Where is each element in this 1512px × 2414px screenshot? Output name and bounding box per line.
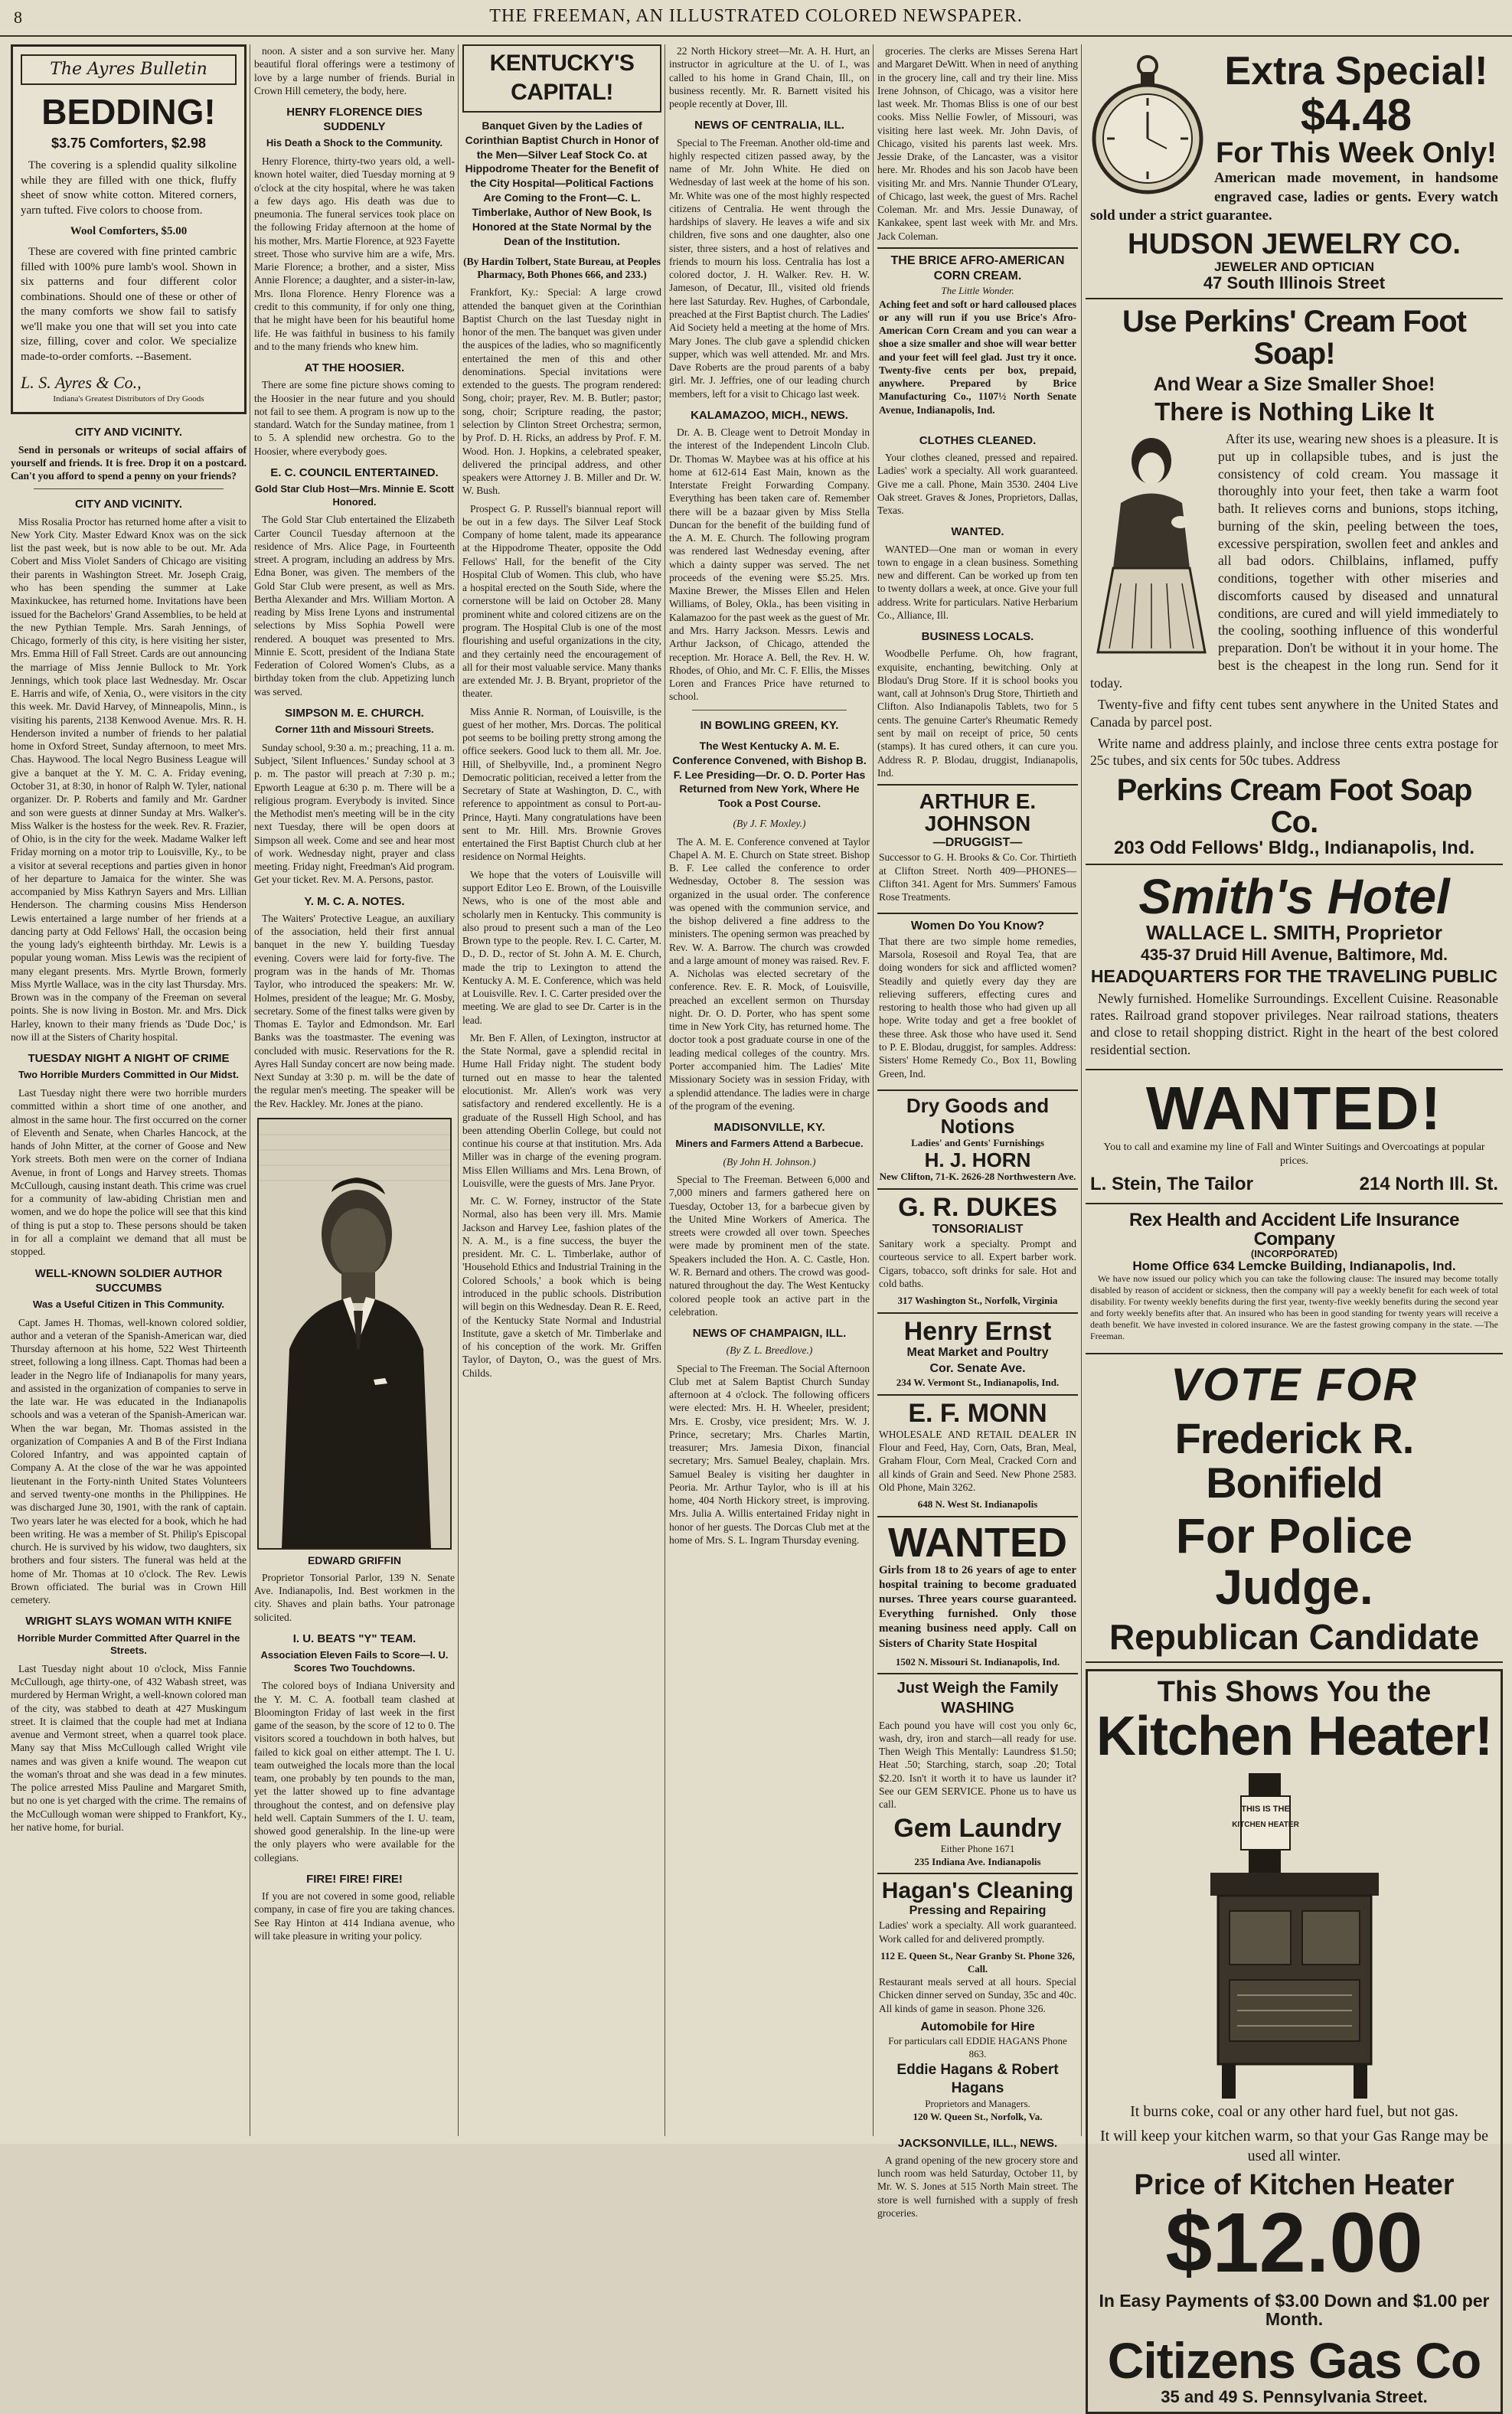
deck-bowling-green: The West Kentucky A. M. E. Conference Convened, with Bishop B. F. Lee Presiding—Dr. O. D. Porter Has Returned from New York, Where He Took a Post Course.: [672, 739, 867, 810]
perkins-text: After its use, wearing new shoes is a pleasure. It is put up in collapsible tubes, and is just the consistency of cold cream. You massage it thoroughly into your feet, then take a warm foot bath. It relieves corns and bunions, stops itching, burning of the skin, peeling between the toes, excessive perspiration, swollen feet and ankles and all bad odors. Chilblains, inflamed, puffy conditions, together with other miseries and discomforts caused by diseased and unnatural conditions, are cured and will yield immediately to the cooling, soothing influence of this wonderful preparation. Don't be without it in your home. The best is the cheapest in the long run. Send for it today.: [1090, 431, 1498, 691]
ayres-body-2: These are covered with fine printed cambric filled with 100% pure lamb's wool. Shown in six patterns and four different color combinations. Should one of these or other of the many comforts we show fail to satisfy we'll make you one that will set you into cate size, filling, cover and color. We specialize made-to-order comforts. --Basement.: [21, 246, 237, 363]
perkins-address: 203 Odd Fellows' Bldg., Indianapolis, Ind.: [1113, 837, 1475, 858]
hudson-name: HUDSON JEWELRY CO.: [1128, 228, 1461, 261]
hagan-name: Hagan's Cleaning: [881, 1878, 1074, 1904]
heater-headline: This Shows You the: [1157, 1675, 1432, 1708]
vote-headline: VOTE FOR: [1171, 1358, 1418, 1410]
byline-kentucky: (By Hardin Tolbert, State Bureau, at Peoples Pharmacy, Both Phones 666, and 233.): [463, 255, 661, 281]
column-1: [11, 44, 247, 2136]
pocket-watch-icon: [1090, 51, 1205, 196]
hagan-text: Ladies' work a specialty. All work guaranteed. Work called for and delivered promptly.: [879, 1919, 1076, 1945]
headline-soldier: WELL-KNOWN SOLDIER AUTHOR SUCCUMBS: [34, 1266, 223, 1295]
hudson-jewelry-ad: [1086, 44, 1503, 299]
headline-city-vicinity-2: CITY AND VICINITY.: [74, 498, 183, 511]
headline-council: E. C. COUNCIL ENTERTAINED.: [270, 465, 439, 479]
heater-text-2: It will keep your kitchen warm, so that your Gas Range may be used all winter.: [1099, 2128, 1489, 2164]
article-clothes: Your clothes cleaned, pressed and repaired. Ladies' work a specialty. All work guaranteed. Give me a call. Phone, Main 3530. 2404 Live Oak street. Graves & Jones, Proprietors, Dallas, Texas.: [877, 452, 1078, 517]
horn-address: New Clifton, 71-K. 2626-28 Northwestern Ave.: [879, 1171, 1076, 1183]
extra-special-price: $4.48: [1300, 90, 1412, 140]
article-continued-4: 22 North Hickory street—Mr. A. H. Hurt, an instructor in agriculture at the U. of I., was called to his home in Grand Chain, Ill., on business recently. Mr. R. Barnett visited his people recently at Dover, Ill.: [669, 45, 870, 110]
hagan-address: 112 E. Queen St., Near Granby St. Phone 326, Call.: [880, 1949, 1075, 1975]
headline-simpson: SIMPSON M. E. CHURCH.: [285, 706, 424, 720]
article-florence: Henry Florence, thirty-two years old, a well-known hotel waiter, died Tuesday morning at 9 o'clock at the city hospital, where he was taken a few days ago. His death was due to pneumonia. The funeral services took place on the following Friday afternoon at the home of his mother, Mrs. Martie Florence, at 923 Fayette street. Those who survive him are a wife, Mrs. Marie Florence; a brother, and a sister, Miss Annie Florence; a daughter, and a sister-in-law, Mrs. Ilona Florence. Henry Florence was a credit to this community, if for only one thing, that he might have been for his beautiful home life. He was faithful in business to his family and to the many friends who knew him.: [254, 155, 455, 352]
ernst-name: Henry Ernst: [903, 1316, 1052, 1346]
headline-kalamazoo: KALAMAZOO, MICH., NEWS.: [691, 408, 848, 422]
brice-headline: THE BRICE AFRO-AMERICAN CORN CREAM.: [890, 253, 1065, 283]
column-2: [254, 44, 455, 2136]
column-3: [462, 44, 661, 2136]
monn-ad: [877, 1394, 1078, 1516]
article-madisonville: Special to The Freeman. Between 6,000 and 7,000 miners and farmers gathered here on Tuesday, October 13, for a barbecue given by the United Mine Workers of America. The streets were crowded all over town. Speeches were made by prominent men of the state. Speakers included the Hon. A. C. Castle, Hon. W. R. Bernard and others. The crowd was good-natured throughout the day. The West Kentucky colored people took an active part in the celebration.: [669, 1174, 870, 1318]
subhead-council: Gold Star Club Host—Mrs. Minnie E. Scott Honored.: [254, 483, 454, 508]
headline-champaign: NEWS OF CHAMPAIGN, ILL.: [692, 1327, 847, 1341]
article-ymca: The Waiters' Protective League, an auxiliary of the association, held their first annual banquet in the new Y. building Tuesday evening. Covers were laid for forty-five. The program was in the hands of Mr. Thomas Taylor, who introduced the speakers: Mr. W. Holmes, president of the league; Mr. G. Mosby, secretary. Some of the finest talks were given by Thomas E. Taylor and Edmondson. Mr. Earl Banks was the toastmaster. The evening was concluded with music. Reservations for the R. Ayres Hall Sunday concert are now being made. Next Sunday at 3:30 p. m. will be the date of the regular men's meeting. The speaker will be the Rev. Hackley. Mr. Jones at the piano.: [254, 912, 455, 1109]
ayres-headline: BEDDING!: [41, 92, 216, 132]
heater-terms: In Easy Payments of $3.00 Down and $1.00 per Month.: [1099, 2291, 1490, 2330]
laundry-ad: [877, 1673, 1078, 1873]
johnson-subhead: —DRUGGIST—: [932, 835, 1023, 849]
women-headline: Women Do You Know?: [910, 920, 1045, 933]
nurses-wanted-headline: WANTED: [888, 1519, 1067, 1566]
smith-headquarters: HEADQUARTERS FOR THE TRAVELING PUBLIC: [1090, 965, 1498, 986]
nurses-ad: [877, 1516, 1078, 1674]
extra-special-headline: Extra Special!: [1224, 49, 1488, 93]
ayres-signature: L. S. Ayres & Co.,: [21, 373, 142, 393]
dukes-text: Sanitary work a specialty. Prompt and courteous service to all. Expert barber work. Cigars, tobacco, soft drinks for sale. Hot and cold baths.: [879, 1238, 1076, 1289]
griffin-description: Proprietor Tonsorial Parlor, 139 N. Senate Ave. Indianapolis, Ind. Best workmen in the city. Shaves and plain baths. Your patronage solicited.: [254, 1571, 455, 1623]
subhead-night-of-crime: Two Horrible Murders Committed in Our Midst.: [18, 1069, 239, 1081]
rex-incorporated: (INCORPORATED): [1250, 1248, 1338, 1260]
ayres-advertisement: [11, 44, 247, 414]
kitchen-heater-ad: [1086, 1669, 1503, 2414]
heater-sign-line-2: KITCHEN HEATER: [1231, 1821, 1299, 1830]
hagan-subhead: Pressing and Repairing: [909, 1903, 1047, 1917]
women-text: That there are two simple home remedies, Marsola, Rosesoil and Royal Tea, that are doing wonders for sick and afflicted women? Steadily and quietly every day they are relieving sufferers, effecting cures and restoring to health those who had given up all hope. Write today and get a free booklet of these three. Ask those who have used it. Send to P. E. Blodau, druggist, for samples. Address: Sisters' Home Remedy Co., Box 11, Bowling Green, Ind.: [879, 935, 1076, 1080]
portrait-engraving: [257, 1118, 452, 1550]
article-hoosier: There are some fine picture shows coming to the Hoosier in the near future and you should not fail to see them. A program is now up to the standard. Watch for the Sunday matinee, from 1 to 5. A splendid new orchestra. Go to the Hoosier, where everybody goes.: [254, 379, 455, 457]
article-kentucky-2: Prospect G. P. Russell's biannual report will be out in a few days. The Silver Leaf Stock Company of home talent, made its appearance at the Hippodrome Theater, opposite the Odd Fellows' Hall, for the benefit of the City Hospital Club of Women. This club, who have a hospital erected on the South Side, where the cornerstone will be laid on October 28. Many prominent white and colored citizens are on the program. The Hospital Club is one of the most flourishing and useful organizations in the city, and they certainly need the encouragement of all for their most valuable service. Many thanks are extended Mr. J. B. Bryant, proprietor of the theater.: [462, 502, 661, 700]
horn-ad: [877, 1089, 1078, 1188]
hagans-subhead: Proprietors and Managers.: [925, 2098, 1030, 2110]
gas-company-address: 35 and 49 S. Pennsylvania Street.: [1161, 2386, 1428, 2406]
article-wanted: WANTED—One man or woman in every town to engage in a clean business. Something new and different. Can be worked up from ten to twenty dollars a week, at once. Give your full address. Write for particulars. Native Herbarium Co., Alliance, Ill.: [877, 543, 1078, 621]
subhead-soldier: Was a Useful Citizen in This Community.: [33, 1298, 224, 1310]
extra-special-text: American made movement, in handsome engraved case, ladies or gents. Every watch sold under a strict guarantee.: [1090, 170, 1498, 224]
ernst-address: 234 W. Vermont St., Indianapolis, Ind.: [896, 1377, 1060, 1389]
gem-phone: Either Phone 1671: [940, 1843, 1015, 1855]
stein-name: L. Stein, The Tailor: [1090, 1174, 1253, 1195]
article-bowling-green: The A. M. E. Conference convened at Taylor Chapel A. M. E. Church on State street. Bishop B. F. Lee called the conference to order Wednesday, October 8. The session was organized in the usual order. The conference was opened with the communion service, and the bishop delivered a fine address to the ministers. The opening sermon was preached by Rev. W. A. Barrow. The church was crowded and a large amount of money was raised. Rev. F. A. Nicholas was elected secretary of the conference. Rev. E. R. Mock, of Louisville, preached an excellent sermon on Thursday night. Dr. O. D. Porter, who has spent some time in New York City, has returned home. The doctor took a post graduate course in one of the leading medical colleges of the country. Mrs. Porter accompanied him. The Ladies' Mite Missionary Society was in session Friday, with a splendid attendance. The ladies were in charge of the program of the evening.: [669, 835, 870, 1112]
rex-insurance-ad: [1086, 1204, 1503, 1354]
johnson-ad: [877, 784, 1078, 913]
heater-sign-line-1: THIS IS THE: [1240, 1805, 1290, 1815]
nurses-text: Girls from 18 to 26 years of age to enter hospital training to become graduated nurses. Three years course guaranteed. Everything furnished. Only those meaning business need apply. Call on Sisters of Charity State Hospital: [879, 1563, 1076, 1650]
johnson-text: Successor to G. H. Brooks & Co. Cor. Thirtieth at Clifton Street. North 409—PHONES—Clifton 341. Agent for Mrs. Summers' Famous Rose Treatments.: [879, 851, 1076, 903]
ernst-subhead: Meat Market and Poultry: [906, 1346, 1049, 1360]
deck-kentucky-capital: Banquet Given by the Ladies of Corinthian Baptist Church in Honor of the Men—Silver Leaf Stock Co. at Hippodrome Theater for the Benefit of the City Hospital—Political Factions Are Coming to the Front—C. L. Timberlake, Author of New Book, Is Honored at the State Normal by the Dean of the Institution.: [465, 119, 659, 247]
page-header: [0, 0, 1512, 37]
headline-florence: HENRY FLORENCE DIES SUDDENLY: [286, 106, 423, 134]
heater-price: $12.00: [1165, 2196, 1423, 2291]
portrait-icon: [259, 1119, 450, 1548]
subhead-football: Association Eleven Fails to Score—I. U. Scores Two Touchdowns.: [260, 1649, 449, 1674]
heater-text-1: It burns coke, coal or any other hard fuel, but not gas.: [1130, 2103, 1458, 2121]
ernst-corner: Cor. Senate Ave.: [929, 1361, 1026, 1375]
brice-ad: [877, 247, 1078, 426]
lady-illustration-icon: [1090, 430, 1209, 660]
perkins-headline: Use Perkins' Cream Foot Soap!: [1122, 305, 1466, 371]
article-simpson: Sunday school, 9:30 a. m.; preaching, 11 a. m. Subject, 'Silent Influences.' Sunday school at 3 p. m. The pastor will preach at 7:30 p. m.; Epworth League at 6:30 p. m. There will be a religious program. Everybody is invited. Since the Methodist men's meeting will be in the city next Tuesday, there will be open doors at Simpson all week. Come and see and hear most of work. Wednesday night, prayer and class meeting. Friday night, Freedman's Aid program. Get your ticket. Rev. M. A. Persons, pastor.: [254, 741, 455, 886]
rex-name: Rex Health and Accident Life Insurance Company: [1129, 1209, 1459, 1249]
byline-bowling-green: (By J. F. Moxley.): [733, 818, 806, 830]
hudson-subhead: JEWELER AND OPTICIAN: [1213, 260, 1375, 275]
gem-address: 235 Indiana Ave. Indianapolis: [914, 1855, 1041, 1867]
nurses-address: 1502 N. Missouri St. Indianapolis, Ind.: [895, 1655, 1060, 1668]
candidate-office: For Police Judge.: [1175, 1508, 1413, 1615]
article-wright: Last Tuesday night about 10 o'clock, Miss Fannie McCullough, age thirty-one, of 432 Wabash street, was murdered by Herman Wright, a well-known colored man of the city, was stabbed to death at 427 Muskingum street. It is claimed that the couple had met at Indiana avenue and Vermont street, when a quarrel took place. Many say that Miss McCullough called Wright vile names and was given a knife wound. The weapon cut the woman's throat and she was dead in a few minutes. The police arrested Miss Pauline and Margaret Smith, but no one is yet charged with the crime. The remains of the McCullough woman were shipped to Frankfort, Ky., her native home, for burial.: [11, 1662, 247, 1834]
rex-office: Home Office 634 Lemcke Building, Indianapolis, Ind.: [1132, 1258, 1456, 1273]
headline-kentucky-capital: KENTUCKY'S CAPITAL!: [462, 44, 661, 113]
byline-champaign: (By Z. L. Breedlove.): [726, 1344, 813, 1357]
column-4: [669, 44, 870, 2136]
auto-text: For particulars call EDDIE HAGANS Phone 863.: [888, 2035, 1067, 2060]
hudson-address: 47 South Illinois Street: [1203, 273, 1386, 293]
headline-locals: BUSINESS LOCALS.: [921, 630, 1034, 644]
restaurant-text: Restaurant meals served at all hours. Special Chicken dinner served on Sunday, 35c and 40c. All kinds of game in season. Phone 326.: [879, 1976, 1076, 2014]
rex-text: We have now issued our policy which you can take the following clause: The insured may become totally disabled by reason of accident or sickness, then the company will pay a weekly benefit for each week of total disability. For twenty weekly benefits during the first year, twenty-five weekly benefits during the second year and forty weekly benefits after that. An insured who has been in good standing for twenty years will receive a death benefit. We have invested in colored insurance. We are the fastest growing company in the state. —The Freeman.: [1090, 1272, 1498, 1341]
headline-clothes: CLOTHES CLEANED.: [919, 433, 1037, 447]
hagans-address: 120 W. Queen St., Norfolk, Va.: [913, 2110, 1043, 2122]
article-locals: Woodbelle Perfume. Oh, how fragrant, exquisite, enchanting, bewitching. Only at Blodau's Drug Store. If it is school books you want, call at Johnson's Drug Store, Thirtieth and Clifton. Also Indianapolis Tablets, two for 5 cents. The genuine Carter's Rheumatic Remedy sent by mail on receipt of price, 50 cents (stamps). It has cured others, it can cure you. Address R. P. Blodau, druggist, Indianapolis, Ind.: [877, 648, 1078, 779]
article-fire: If you are not covered in some good, reliable company, in case of fire you are taking chances. See Ray Hinton at 414 Indiana avenue, who will take pleasure in writing your policy.: [254, 1890, 455, 1942]
stein-tailor-ad: [1086, 1070, 1503, 1204]
subhead-wright: Horrible Murder Committed After Quarrel in the Streets.: [17, 1632, 240, 1657]
kitchen-heater-icon: [1195, 1766, 1394, 2102]
article-kentucky-5: Mr. Ben F. Allen, of Lexington, instructor at the State Normal, gave a splendid recital in Hume Hall Friday night. The student body turned out en masse to hear the talented elocutionist. Mr. Allen's work was very satisfactory and rendered excellently. He is a graduate of the Russell High School, and has been attending Oberlin College, but could not continue his course at that institution. Mrs. Ada Miller was in charge of the evening program. Miss Ellen Williams and Mrs. Lena Brown, of Louisville, were the guests of Mrs. Jane Pryor.: [462, 1031, 661, 1189]
stein-footer: [1090, 1173, 1498, 1197]
article-centralia: Special to The Freeman. Another old-time and highly respected citizen passed away, by the name of Mr. John White. He died on Wednesday of last week at the home of his son. Mr. White was one of the most highly respected citizens of Centralia. He went through the hardships of slavery. He leaves a wife and six children, five sons and one daughter, also one sister, three sisters, and a host of relatives and friends to mourn his loss. Centralia has lost a colored doctor, J. H. Walker. Rev. H. W. Jameson, of Decatur, Ill., visited old friends here last Saturday. Rev. Hughes, of Carbondale, preached at the First Baptist church. The Ladies' Aid Society held a meeting at the home of Mrs. Mary Jones. The club gave a splendid chicken supper, which was well attended. Mr. and Mrs. Dave Roberts are the proud parents of a baby girl. Mr. J. Jeffries, one of our leading church members, left for a visit to Chicago last week.: [669, 136, 870, 400]
stein-address: 214 North Ill. St.: [1359, 1174, 1498, 1195]
gem-name: Gem Laundry: [893, 1814, 1062, 1844]
portrait-caption: EDWARD GRIFFIN: [307, 1553, 402, 1566]
heater-name: Kitchen Heater!: [1096, 1705, 1493, 1767]
article-city-news: Miss Rosalia Proctor has returned home after a visit to New York City. Master Edward Knox was on the sick list the past week, but is now able to be out. Mr. Ada Cobert and Miss Violet Sanders of Chicago are visiting their parents in Washington Street. Mr. Joseph Craig, who has been spending the summer at Lake Maxinkuckee, has returned home. Invitations have been issued for the Bachelors' Grand Assemblies, to be held at the new Pythian Temple. Mrs. Sarah Jennings, of Chicago, formerly of this city, is here visiting her sister, Mrs. Emma Hill of Fall Street. Cards are out announcing the marriage of Miss Jennie Bullock to Mr. York Jennings, which took place last Wednesday. Mr. Oscar E. Harris and wife, of Xenia, O., were visitors in the city this week. Mr. David Harvey, of Minneapolis, Minn., is visiting his parents, 2138 Kenwood Avenue. Mrs. R. H. Henderson invited a number of friends to her palatial home in Oxford Street, Sunday afternoon, to meet Mrs. Chas. Haywood. The local Negro Business League will give a banquet at the Y. M. C. A. Friday evening, October 31, at 8:30, in honor of Ralph W. Tyler, national organizer. Dr. P. Roberts and family and Mr. Gardner and son were guests at dinner Sunday at Mrs. Walker's. Miss Walker is the hostess for the week. Rev. R. Frazier, of Ohio, is in the city for the week. Madame Walker left Friday morning on a motor trip to Louisville, Ky., to be a visitor at several receptions and parties given in honor of her departure to Jamaica for the winter. She was accompanied by Miss Kathryn Sayers and Mrs. Lillian Henderson. The charming cousins Miss Henderson Lewis entertained a large number of her friends at a dancing party at Odd Fellows' Hall, the occasion being the young lady's eighteenth birthday. Mr. Lewis is a popular young woman. Miss Lewis was the recipient of many elegant presents. Mrs. Myrtle Brown, formerly Miss Myrtle Wallace, was in the city last Thursday. Mrs. Brown was in the company of the Freeman on several points. She is now living in Boston. Mr. and Mrs. Dick Harley, known to their many friends as 'Dude Doc,' is now ill at the Sisters of Charity hospital.: [11, 515, 247, 1044]
article-kentucky-4: We hope that the voters of Louisville will support Editor Leo E. Brown, of the Louisville News, who is one of the most able and scholarly men in Kentucky. This community is also proud to present such a man of the Leo Brown type to the people. Rev. I. C. Carter, M. D., D. D., rector of St. John A. M. E. Church, made the trip to Lexington to attend the Kentucky A. M. E. Conference, which was held at Louisville. Rev. I. C. Carter presided over the meeting. We are glad to see Dr. Carter is in the lead.: [462, 868, 661, 1026]
women-ad: [877, 913, 1078, 1089]
headline-football: I. U. BEATS "Y" TEAM.: [292, 1632, 416, 1645]
dry-goods-name: Dry Goods and Notions: [906, 1093, 1050, 1138]
smith-hotel-name: Smith's Hotel: [1138, 869, 1450, 925]
perkins-subhead-2: There is Nothing Like It: [1154, 397, 1434, 426]
smith-address: 435-37 Druid Hill Avenue, Baltimore, Md.: [1140, 946, 1448, 964]
hagan-ad: [877, 1873, 1078, 2128]
perkins-text-3: Write name and address plainly, and inclose three cents extra postage for 25c tubes, and six cents for 50c tubes. Address: [1090, 736, 1498, 769]
headline-city-vicinity: CITY AND VICINITY.: [74, 426, 183, 439]
extra-special-week: For This Week Only!: [1216, 137, 1497, 170]
monn-text: WHOLESALE AND RETAIL DEALER IN Flour and Feed, Hay, Corn, Oats, Bran, Meal, Graham Flour, Corn Meal, Cracked Corn and all kinds of Grain and Seed. New Phone 2583. Old Phone, Main 3262.: [879, 1428, 1076, 1493]
bonifield-ad: [1086, 1354, 1503, 1663]
stein-text: You to call and examine my line of Fall and Winter Suitings and Overcoatings at popular prices.: [1103, 1142, 1485, 1168]
headline-hoosier: AT THE HOOSIER.: [304, 361, 405, 375]
perkins-text-2: Twenty-five and fifty cent tubes sent anywhere in the United States and Canada by parcel post.: [1090, 697, 1498, 730]
heater-price-headline: Price of Kitchen Heater: [1134, 2169, 1455, 2202]
subhead-simpson: Corner 11th and Missouri Streets.: [275, 724, 434, 736]
article-jacksonville: A grand opening of the new grocery store and lunch room was held Saturday, October 11, by Mr. W. S. Jones at 515 North Main street. The store is well furnished with a supply of fresh groceries.: [877, 2154, 1078, 2219]
laundry-headline: Just Weigh the Family WASHING: [896, 1680, 1059, 1717]
perkins-ad: [1086, 299, 1503, 865]
candidate-name: Frederick R. Bonifield: [1174, 1413, 1414, 1508]
perkins-company: Perkins Cream Foot Soap Co.: [1116, 773, 1472, 839]
ayres-subhead: Wool Comforters, $5.00: [70, 225, 188, 238]
article-kentucky-1: Frankfort, Ky.: Special: A large crowd attended the banquet given at the Corinthian Baptist Church on the last Tuesday night in honor of the men. The banquet was given under the auspices of the ladies, who so magnificently entertained the men of this and other denominations. Special invitations were extended to the guests. The program rendered: Song, choir; prayer, Rev. M. B. Butler; pastor; song, choir; Scripture reading, the pastor; selection by Clinton Street Orchestra; sermon, by Prof. D. H. Ricks, an address by Prof. F. M. Wood. Hon. J. Hopkins, a celebrated speaker, delivered the principal address, and other speakers were Attorney J. B. Miller and Dr. W. W. Bush.: [462, 286, 661, 497]
article-council: The Gold Star Club entertained the Elizabeth Carter Council Tuesday afternoon at the residence of Mrs. Alice Page, in Fourteenth street. A program, including an address by Mrs. Edna Boner, was given. The members of the Gold Star Club were present, as well as Mrs. Bertha Alexander and Mrs. William Morton. A reading by Miss Irene Lyons and instrumental selections by Miss Sophia Powell were rendered. A bouquet was presented to Mrs. Minnie E. Scott, president of the Indiana State Federation of Colored Women's Clubs, as a birthday token from the club. Appetizing lunch was served.: [254, 514, 455, 697]
brice-text: Aching feet and soft or hard calloused places or any will run if you use Brice's Afro-American Corn Cream and you can wear a shoe a size smaller and shoe will wear better and your feet will feel glad. Just try it once. Twenty-five cents per box, prepaid, anywhere. Prepared by Brice Manufacturing Co., 1107½ North Senate Avenue, Indianapolis, Ind.: [879, 298, 1076, 416]
headline-night-of-crime: TUESDAY NIGHT A NIGHT OF CRIME: [28, 1052, 230, 1066]
gas-company-name: Citizens Gas Co: [1107, 2332, 1481, 2390]
ernst-ad: [877, 1312, 1078, 1394]
column-rule: [458, 44, 459, 2136]
dry-goods-subhead: Ladies' and Gents' Furnishings: [911, 1137, 1044, 1149]
smith-text: Newly furnished. Homelike Surroundings. Excellent Cuisine. Reasonable rates. Railroad grand stopover privileges. Near railroad stations, theaters and close to retail shopping district. Right in the heart of the best colored residential section.: [1090, 990, 1498, 1057]
perkins-subhead: And Wear a Size Smaller Shoe!: [1153, 374, 1435, 396]
article-kentucky-6: Mr. C. W. Forney, instructor of the State Normal, also has been very ill. Mrs. Mamie Jackson and Harvey Lee, fashion plates of the N. A. M., is a fine success, the buyer the president. Mr. C. L. Timberlake, author of 'Household Ethics and Industrial Training in the Colored Schools,' a book which is being introduced in the public schools. Distribution will begin on this Wednesday. Dean R. E. Reed, of the Kentucky State Normal and Industrial Institute, gave a sketch of Mr. Timberlake and of his conception of the work. Mr. Griffen Taylor, of Dayton, O., was the guest of Mrs. Childs.: [462, 1195, 661, 1379]
dukes-ad: [877, 1188, 1078, 1312]
article-continued-5: groceries. The clerks are Misses Serena Hart and Margaret DeWitt. When in need of anything in the grocery line, call and try their line. Miss Irene Johnson, of Chicago, was a visitor here last week. Mr. Thomas Bliss is one of our best cooks. Miss Nellie Fowler, of Missouri, was visiting here last week. Mr. John Davis, of Chicago, visited his parents last week. Mrs. Jessie Drake, of the Lancaster, was a visitor here. Mr. Rhodes and his son Jacob have been visiting Mr. and Mrs. Nannie Thunder O'Leary, of Chicago, last week, the guest of Mrs. Rachel Coleman. Mr. and Mrs. Jessie Dunaway, of Kankakee, spent last week with Mr. and Mrs. Jack Coleman.: [877, 45, 1078, 242]
monn-address: 648 N. West St. Indianapolis: [917, 1498, 1038, 1511]
stein-wanted-headline: WANTED!: [1145, 1074, 1443, 1143]
masthead: THE FREEMAN, AN ILLUSTRATED COLORED NEWSPAPER.: [489, 6, 1023, 26]
column-6: [1086, 44, 1503, 2406]
personals-notice: Send in personals or writeups of social affairs of yourself and friends. It is free. Drop it on a postcard. Can't you afford to spend a penny on your friends?: [11, 443, 247, 482]
dukes-name: G. R. DUKES: [898, 1192, 1057, 1222]
candidate-party: Republican Candidate: [1109, 1616, 1480, 1657]
byline-madisonville: (By John H. Johnson.): [723, 1155, 816, 1168]
headline-wanted: WANTED.: [951, 525, 1004, 539]
column-rule: [1081, 44, 1082, 2136]
hagans-name: Eddie Hagans & Robert Hagans: [896, 2061, 1059, 2096]
subhead-florence: His Death a Shock to the Community.: [266, 137, 443, 149]
subhead-madisonville: Miners and Farmers Attend a Barbecue.: [675, 1138, 864, 1150]
brice-subhead: The Little Wonder.: [941, 284, 1014, 296]
ayres-logo: The Ayres Bulletin: [21, 54, 237, 85]
ayres-body-1: The covering is a splendid quality silkoline while they are filled with one thick, fluffy sheet of snow white cotton. Mitered corners, yarn tufted. Five colors to choose from.: [21, 159, 237, 217]
column-5: [877, 44, 1078, 2219]
article-football: The colored boys of Indiana University and the Y. M. C. A. football team clashed at Bloomington Friday of last week in the first game of the season, by the score of 12 to 0. The visitors scored a touchdown in both halves, but failed to kick goal on either attempt. The I. U. team outweighed the locals more than the local team, one probably by ten pounds to the man, yet the latter showed up to fine advantage throughout the contest, and on defensive play held well. Captain Summers of the I. U. team, showed good generalship. In the line-up were the only players who were available for the collegians.: [254, 1680, 455, 1864]
article-kalamazoo: Dr. A. B. Cleage went to Detroit Monday in the interest of the Independent Lincoln Club. Dr. Thomas W. Maybee was at his office at his home at 612-614 East Main, known as the Interstate Freight Forwarding Company. Everything has been taken care of. Remember there will be a bazaar given by Miss Stella Duncan for the benefit of the building fund of the A. M. E. Church. The following program was rendered last Wednesday evening, after which a dainty supper was served. The net proceeds of the evening were $5.25. Mrs. Maxine Brewer, the Misses Ellen and Helen Williams, of Boley, Okla., has been visiting in Kalamazoo for the past week as the guest of Mr. and Mrs. Harry Jackson. Messrs. Lewis and Arthur Jackson, of Chicago, attended the reception. Mr. Horace A. Bell, the Rev. H. W. Rhodes, of Ohio, and Mr. C. F. Ellis, the Misses Loren and Frances Price have returned to school.: [669, 426, 870, 703]
divider: [34, 488, 224, 489]
page-number: 8: [14, 8, 22, 27]
article-continued: noon. A sister and a son survive her. Many beautiful floral offerings were a testimony of love by a large number of friends. Burial in Crown Hill cemetery, the body, here.: [254, 45, 455, 96]
article-kentucky-3: Miss Annie R. Norman, of Louisville, is the guest of her mother, Mrs. Dorcas. The political pot seems to be boiling pretty strong among the office seekers. Good luck to them all. Mr. Joe. Hill, of Shelbyville, Ind., a prominent Negro Democratic politician, received a letter from the Secretary of State at Washington, D. C., with reference to appointment as consul to Port-au-Prince, Hayti. Many congratulations have been sent to Mr. Hill. Mrs. Brownie Groves entertained the First Baptist Church club at her residence on Normal Heights.: [462, 705, 661, 863]
ayres-tagline: Indiana's Greatest Distributors of Dry Goods: [53, 394, 204, 404]
headline-wright: WRIGHT SLAYS WOMAN WITH KNIFE: [25, 1615, 232, 1628]
article-champaign: Special to The Freeman. The Social Afternoon Club met at Salem Baptist Church Sunday afternoon at 4 o'clock. The following officers were elected: Mrs. H. H. Wheeler, president; Mrs. E. Crosby, vice president; Mrs. W. J. Prince, secretary; Mrs. Charles Martin, treasurer; Mrs. Jamesia Dixon, financial secretary; Mrs. Samuel Bealey, chaplain. Mrs. Samuel Bealey is visiting her daughter in Peoria. Mr. Arthur Taylor, who is ill at his home, 404 North Hickory street, is improving. Mrs. Julia A. Willis entertained Friday night in honor of her guests. The Dorcas Club met at the home of Mrs. S. L. Ingram Thursday evening.: [669, 1362, 870, 1546]
ayres-prices: $3.75 Comforters, $2.98: [51, 136, 207, 152]
article-soldier: Capt. James H. Thomas, well-known colored soldier, author and a veteran of the Spanish-American war, died Thursday afternoon at his home, 522 West Thirteenth street, following a long illness. Capt. Thomas had been a leader in the Negro life of Indianapolis for many years, and assisted in the organization of companies to serve in the late war. He was educated in the Indianapolis schools and was a veteran of the Spanish-American war. When the war began, Mr. Thomas assisted in the organization of Companies A and B of the First Indiana Colored Infantry, and was appointed captain of Company A. At the close of the war he was appointed lieutenant in the Forty-ninth United States Volunteers and served twenty-one months in the Philippines. He was discharged June 30, 1901, with the rank of captain. Two years later he was elected for a book, which he had been writing. He was a member of St. Philip's Episcopal church. He is survived by his widow, two daughters, six brothers and four sisters. The funeral was held at the home of Mr. Thomas at 10 o'clock. The Rev. Lewis Brown officiated. The burial was in Crown Hill cemetery.: [11, 1316, 247, 1606]
auto-headline: Automobile for Hire: [920, 2020, 1035, 2033]
headline-bowling-green: IN BOWLING GREEN, KY.: [700, 718, 839, 732]
dukes-address: 317 Washington St., Norfolk, Virginia: [897, 1295, 1058, 1307]
horn-name: H. J. HORN: [924, 1148, 1031, 1171]
headline-fire: FIRE! FIRE! FIRE!: [306, 1873, 403, 1886]
headline-jacksonville: JACKSONVILLE, ILL., NEWS.: [897, 2136, 1058, 2150]
headline-centralia: NEWS OF CENTRALIA, ILL.: [694, 119, 844, 132]
laundry-text: Each pound you have will cost you only 6c, wash, dry, iron and starch—all ready for use. Then Weigh This Mentally: Laundress $1.50; Heat .50; Starching, starch, soap .20; Total $2.20. Isn't it worth it to have us launder it? See our GEM SERVICE. Phone us to have us call.: [879, 1719, 1076, 1811]
monn-name: E. F. MONN: [908, 1399, 1047, 1429]
column-rule: [873, 44, 874, 2136]
dukes-subhead: TONSORIALIST: [932, 1222, 1024, 1236]
headline-madisonville: MADISONVILLE, KY.: [714, 1121, 825, 1135]
headline-ymca: Y. M. C. A. NOTES.: [304, 894, 405, 908]
smith-hotel-ad: [1086, 865, 1503, 1070]
article-night-of-crime: Last Tuesday night there were two horrible murders committed within a short time of one another, and almost in the same hour. The first occurred on the corner of Eleventh and Senate, when Charles Hancock, at the hands of John Mitter, at the corner of Goose and New York streets. Both men were on the corner of Indiana Avenue, in front of Longs and Harvey streets. Thomas McCullough, causing instant death. This crime was cruel for a community of law-abiding Christian men and women, and we do hope the police will see that this kind of thing is put a stop to. These persons should be taken in for all a complaint we demand that all must be stopped.: [11, 1087, 247, 1258]
johnson-name: ARTHUR E. JOHNSON: [919, 789, 1037, 836]
smith-proprietor: WALLACE L. SMITH, Proprietor: [1145, 921, 1443, 945]
